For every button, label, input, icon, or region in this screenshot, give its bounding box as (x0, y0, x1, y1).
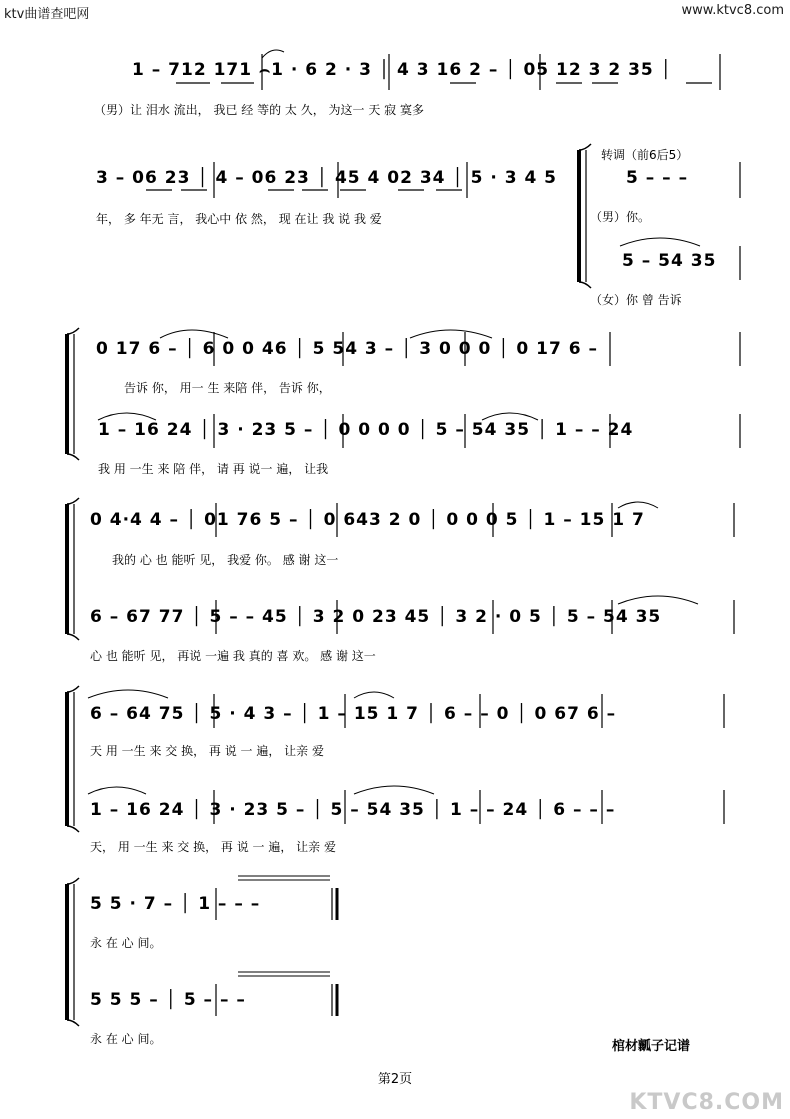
male-part-lyrics: （男）你。 (590, 210, 651, 224)
female-part-lyrics: （女）你 曾 告诉 (590, 293, 682, 307)
system-5-upper-lyrics: 天 用 一生 来 交 换， 再 说 一 遍， 让亲 爱 (90, 744, 324, 758)
site-url-right: www.ktvc8.com (681, 3, 784, 18)
system-6-lower-notes: 5 5 5 – │ 5 – – – (90, 990, 246, 1010)
system-5-lower-notes: 1 – 16 24 │ 3 · 23 5 – │ 5 – 54 35 │ 1 – – 24 │ 6 – – – (90, 800, 616, 820)
system-5-lower-lyrics: 天， 用 一生 来 交 换， 再 说 一 遍， 让亲 爱 (90, 840, 336, 854)
site-name-left: ktv曲谱查吧网 (4, 7, 90, 22)
system-5-bracket (67, 686, 79, 832)
system-4-upper-lyrics: 我的 心 也 能听 见， 我爱 你。 感 谢 这一 (112, 553, 339, 567)
system-3-upper-notes: 0 17 6 – │ 6 0 0 46 │ 5 54 3 – │ 3 0 0 0 │ 0 17 6 – (96, 339, 598, 359)
system-4-upper-notes: 0 4·4 4 – │ 01 76 5 – │ 0 643 2 0 │ 0 0 0 5 │ 1 – 15 1 7 (90, 510, 645, 530)
system-1-lyrics: （男）让 泪水 流出， 我已 经 等的 太 久， 为这一 天 寂 寞多 (94, 103, 424, 117)
system-4-bracket (67, 498, 79, 640)
system-2-lyrics: 年， 多 年无 言， 我心中 依 然， 现 在让 我 说 我 爱 (96, 212, 382, 226)
system-6-lower-lyrics: 永 在 心 间。 (90, 1032, 162, 1046)
system-3-lower-notes: 1 – 16 24 │ 3 · 23 5 – │ 0 0 0 0 │ 5 – 54 35 │ 1 – – 24 (98, 420, 634, 440)
transcriber-credit: 棺材瓤子记谱 (612, 1039, 691, 1054)
system-3-bracket (67, 328, 79, 460)
modulation-note: 转调（前6后5） (601, 148, 689, 162)
system-6-upper-lyrics: 永 在 心 间。 (90, 936, 162, 950)
system-6-upper-notes: 5 5 · 7 – │ 1 – – – (90, 894, 261, 914)
male-part-notes: 5 – – – (626, 168, 689, 188)
system-3-upper-lyrics: 告诉 你， 用一 生 来陪 伴， 告诉 你， (124, 381, 331, 395)
system-3-lower-lyrics: 我 用 一生 来 陪 伴， 请 再 说一 遍， 让我 (98, 462, 329, 476)
brand-watermark: KTVC8.COM (629, 1090, 784, 1115)
page-number: 第2页 (377, 1072, 413, 1087)
system-4-lower-lyrics: 心 也 能听 见， 再说 一遍 我 真的 喜 欢。 感 谢 这一 (90, 649, 376, 663)
system-6-bracket (67, 878, 79, 1026)
system-5-upper-notes: 6 – 64 75 │ 5 · 4 3 – │ 1 – 15 1 7 │ 6 – – 0 │ 0 67 6 – (90, 704, 617, 724)
system-2-notes: 3 – 06 23 │ 4 – 06 23 │ 45 4 02 34 │ 5 · 3 4 5 (96, 168, 558, 188)
system-4-lower-notes: 6 – 67 77 │ 5 – – 45 │ 3 2 0 23 45 │ 3 2 · 0 5 │ 5 – 54 35 (90, 607, 662, 627)
female-part-notes: 5 – 54 35 (622, 251, 717, 271)
system-1-notes: 1 – 712 171 ⌢1 · 6 2 · 3 │ 4 3 16 2 – │ 05 12 3 2 35 │ (132, 60, 672, 80)
